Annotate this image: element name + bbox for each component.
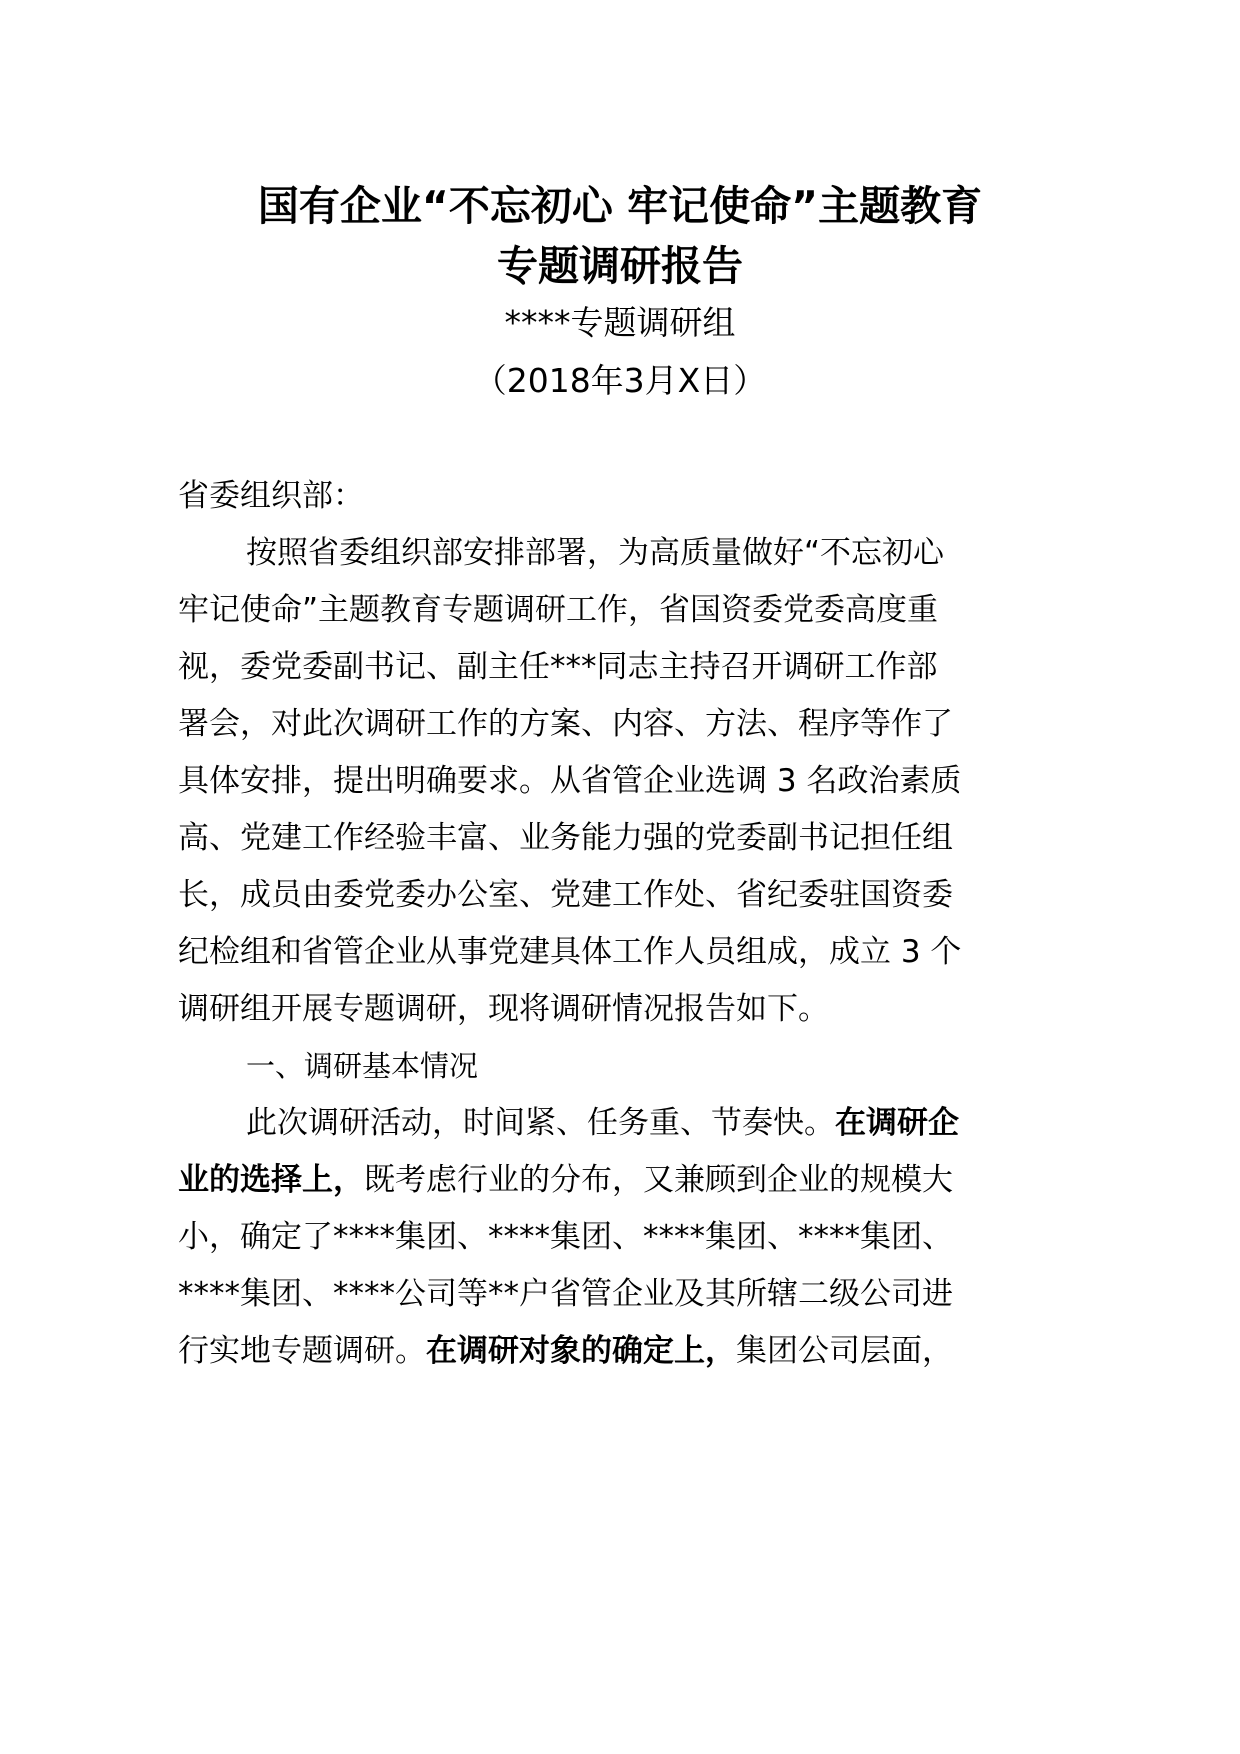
date-line: （2018年3月X日）	[473, 361, 767, 400]
salutation: 省委组织部：	[178, 478, 364, 514]
paragraph-line	[246, 1103, 1146, 1143]
paragraph-line: 纪检组和省管企业从事党建具体工作人员组成，成立 3 个	[178, 934, 962, 970]
paragraph-line: 按照省委组织部安排部署，为高质量做好“不忘初心	[246, 535, 945, 571]
section-heading: 一、调研基本情况	[246, 1049, 479, 1083]
plain-text: 行实地专题调研。	[178, 1333, 426, 1369]
paragraph-line: 调研组开展专题调研，现将调研情况报告如下。	[178, 991, 829, 1027]
paragraph-line: 小，确定了****集团、****集团、****集团、****集团、	[178, 1219, 953, 1255]
plain-text: 此次调研活动，时间紧、任务重、节奏快。	[246, 1105, 835, 1141]
bold-text: 在调研企	[835, 1105, 959, 1141]
paragraph-line: 高、党建工作经验丰富、业务能力强的党委副书记担任组	[178, 820, 953, 856]
plain-text: 集团公司层面，	[736, 1333, 953, 1369]
paragraph-line	[178, 1160, 1078, 1200]
document-title-line1: 国有企业“不忘初心 牢记使命”主题教育	[257, 182, 983, 230]
paragraph-line	[178, 1331, 1078, 1371]
paragraph-line: 具体安排，提出明确要求。从省管企业选调 3 名政治素质	[178, 763, 962, 799]
paragraph-line: ****集团、****公司等**户省管企业及其所辖二级公司进	[178, 1276, 953, 1312]
paragraph-line: 长，成员由委党委办公室、党建工作处、省纪委驻国资委	[178, 877, 953, 913]
bold-text: 业的选择上，	[178, 1162, 364, 1198]
plain-text: 既考虑行业的分布，又兼顾到企业的规模大	[364, 1162, 953, 1198]
document-title-line2: 专题调研报告	[497, 242, 743, 290]
paragraph-line: 署会，对此次调研工作的方案、内容、方法、程序等作了	[178, 706, 953, 742]
paragraph-line: 牢记使命”主题教育专题调研工作，省国资委党委高度重	[178, 592, 939, 628]
paragraph-line: 视，委党委副书记、副主任***同志主持召开调研工作部	[178, 649, 938, 685]
bold-text: 在调研对象的确定上，	[426, 1333, 736, 1369]
author-line: ****专题调研组	[504, 303, 736, 342]
